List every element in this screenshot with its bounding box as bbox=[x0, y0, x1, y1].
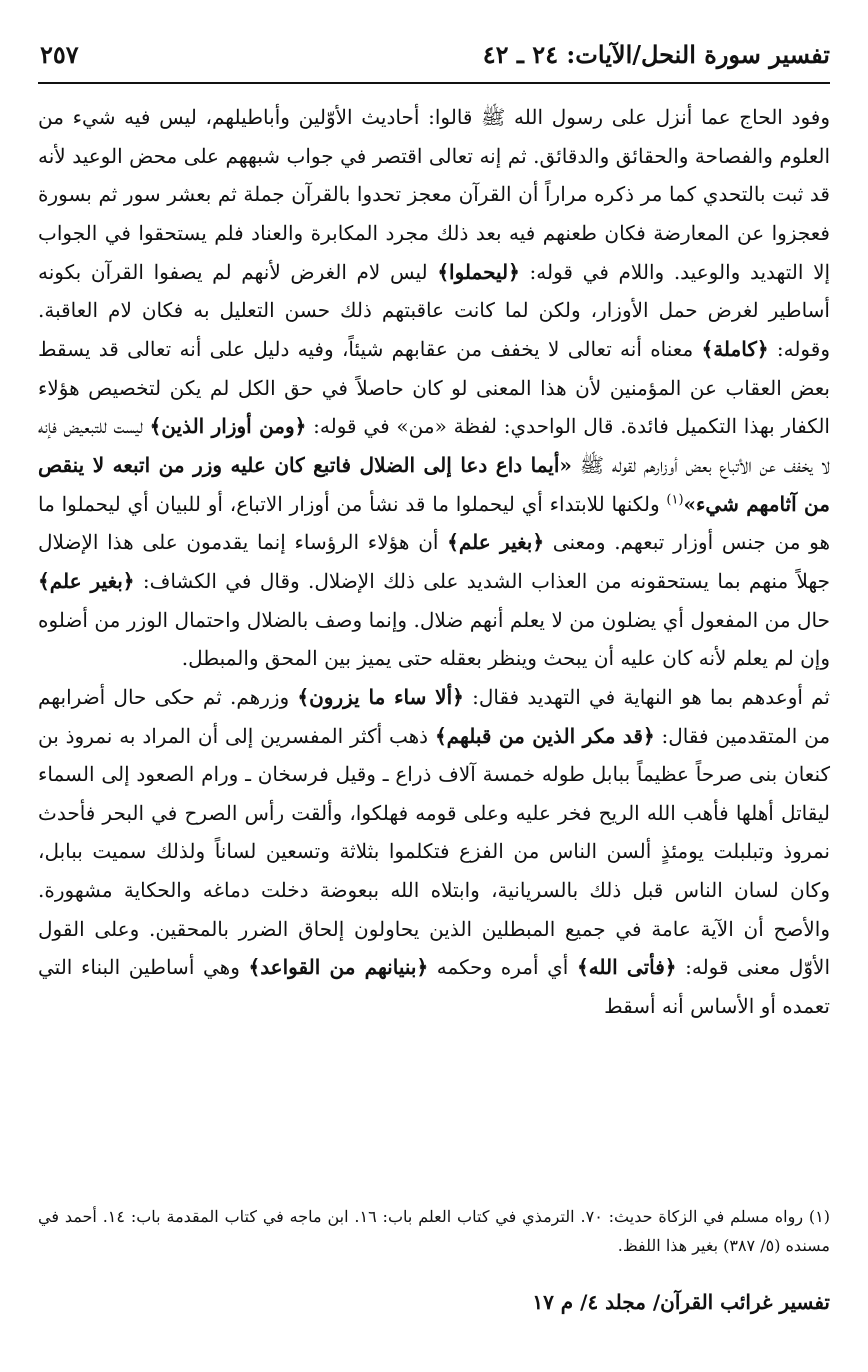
printer-signature: تفسير غرائب القرآن/ مجلد ٤/ م ١٧ bbox=[532, 1290, 830, 1314]
text-run: حال من المفعول أي يضلون من لا يعلم أنهم ضلال. وإنما وصف بالضلال واحتمال الوزر من أضلوه وإن لم يعلم لأنه كان عليه أن يبحث وينظر بعقله حتى يميز بين المحق والمبطل. bbox=[38, 607, 830, 671]
page-header bbox=[38, 38, 830, 84]
text-run: ذهب أكثر المفسرين إلى أن المراد به نمروذ بن كنعان بنى صرحاً عظيماً ببابل طوله خمسة آلاف ذراع ـ وقيل فرسخان ـ ورام الصعود إلى السماء ليقاتل أهلها فأهب الله الريح فخر عليه وعلى قومه فهلكوا، وألقت رأس الصرح في البحر فأحدث نمروذ وتبلبلت يومئذٍ ألسن الناس من الفزع فتكلموا بثلاثة وتسعين لساناً ولذلك سميت ببابل، وكان لسان الناس قبل ذلك بالسريانية، وابتلاه الله ببعوضة دخلت دماغه والحكاية مشهورة. والأصح أن الآية عامة في جميع المبطلين الذين يحاولون إلحاق الضرر بالمحقين. وعلى القول الأوّل معنى قوله: bbox=[38, 723, 831, 980]
footnote-reference[interactable]: (١) bbox=[666, 491, 684, 507]
main-text bbox=[38, 98, 830, 1026]
text-run: ولكنها للابتداء أي ليحملوا ما قد نشأ من أوزار الاتباع، أو للبيان أي ليحملوا ما هو من جنس أوزار تبعهم. ومعنى bbox=[38, 491, 830, 555]
paragraph-1 bbox=[38, 98, 830, 678]
paragraph-2 bbox=[38, 678, 830, 1026]
quran-quote: ﴿بغير علم﴾ bbox=[38, 568, 135, 593]
quran-quote: ﴿قد مكر الذين من قبلهم﴾ bbox=[434, 723, 655, 748]
quran-quote: ﴿ألا ساء ما يزرون﴾ bbox=[297, 684, 464, 709]
quran-quote: ﴿كاملة﴾ bbox=[701, 336, 769, 361]
footnote-1: (١) رواه مسلم في الزكاة حديث: ٧٠. الترمذي في كتاب العلم باب: ١٦. ابن ماجه في كتاب المقدمة باب: ١٤. أحمد في مسنده (٥/ ٣٨٧) بغير هذا اللفظ. bbox=[38, 1207, 830, 1255]
text-run: ثم أوعدهم بما هو النهاية في التهديد فقال: bbox=[472, 684, 830, 709]
quran-quote: ﴿فأتى الله﴾ bbox=[576, 955, 677, 980]
quran-quote: ﴿بغير علم﴾ bbox=[447, 530, 545, 555]
text-run: معناه أنه تعالى لا يخفف من عقابهم شيئاً، وفيه دليل على أنه تعالى قد يسقط بعض العقاب عن المؤمنين لأن هذا المعنى لو كان حاصلاً في حق الكل لم يكن لتخصيص هؤلاء الكفار بهذا التكميل فائدة. قال الواحدي: لفظة «من» في قوله: bbox=[38, 336, 830, 439]
text-run: وفود الحاج عما أنزل على رسول الله ﷺ قالوا: أحاديث الأوّلين وأباطيلهم، ليس فيه شيء من العلوم والفصاحة والحقائق والدقائق. ثم إنه تعالى اقتصر في جواب شبههم على محض الوعيد لأنه قد ثبت بالتحدي كما مر ذكره مراراً أن القرآن معجز تحدوا بالقرآن جملة ثم بعشر سور ثم بسورة فعجزوا عن المعارضة فكان طعنهم فيه بعد ذلك مجرد المكابرة والعناد فلم يستحقوا في الجواب إلا التهديد والوعيد. واللام في قوله: bbox=[38, 105, 831, 284]
text-run: أي أمره وحكمه bbox=[436, 955, 569, 980]
quran-quote: ﴿بنيانهم من القواعد﴾ bbox=[248, 955, 429, 980]
quran-quote: ﴿ليحملوا﴾ bbox=[437, 259, 520, 284]
text-run: أن هؤلاء الرؤساء إنما يقدمون على هذا الإضلال جهلاً منهم بما يستحقونه من العذاب الشديد على ذلك الإضلال. وقال في الكشاف: bbox=[38, 530, 830, 593]
footnotes bbox=[38, 1202, 830, 1260]
text-run: ليس لام الغرض لأنهم لم يصفوا القرآن بكونه أساطير لغرض حمل الأوزار، ولكن لما كانت عاقبتهم ذلك حسن التعليل به فكان لام العاقبة. وقوله: bbox=[38, 259, 830, 361]
running-head: تفسير سورة النحل/الآيات: ٢٤ ـ ٤٢ bbox=[482, 40, 830, 69]
hadith-quote: «أيما داع دعا إلى الضلال فاتبع كان عليه وزر من اتبعه لا ينقص من آثامهم شيء» bbox=[38, 452, 830, 516]
text-run: وهي أساطين البناء التي تعمده أو الأساس أنه أسقط bbox=[38, 955, 830, 1019]
page-number: ٢٥٧ bbox=[40, 40, 79, 69]
quran-quote: ﴿ومن أوزار الذين﴾ bbox=[149, 414, 307, 439]
text-run: ليست للتبعيض فإنه لا يخفف عن الأتباع بعض أوزارهم لقوله ﷺ bbox=[38, 414, 831, 477]
text-run: وزرهم. ثم حكى حال أضرابهم من المتقدمين فقال: bbox=[38, 684, 831, 748]
